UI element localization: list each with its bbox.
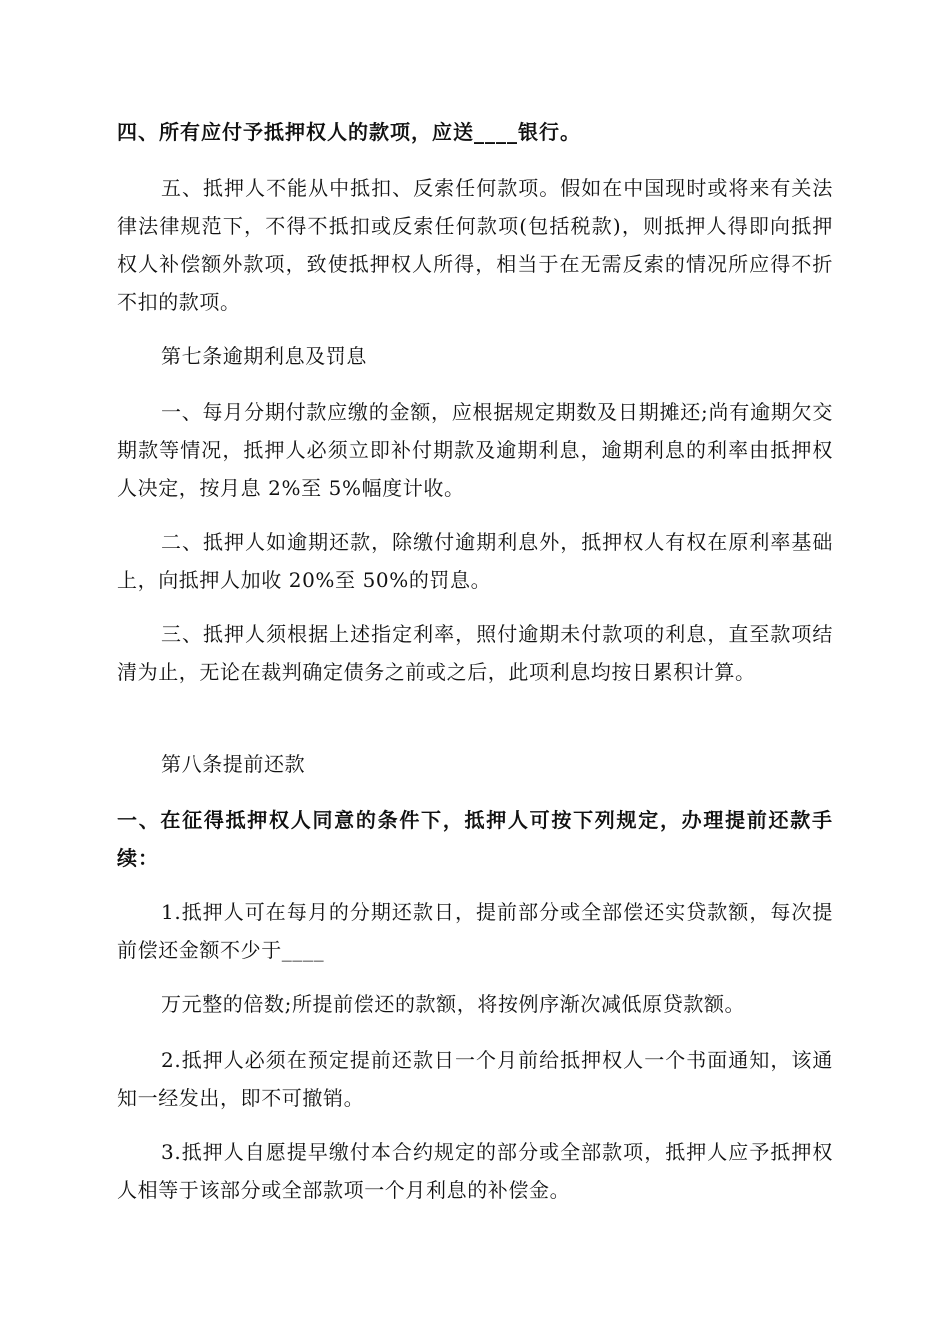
article-8-item-1: 1.抵押人可在每月的分期还款日，提前部分或全部偿还实贷款额，每次提前偿还金额不少于____	[117, 900, 833, 962]
article-7-heading: 第七条逾期利息及罚息	[161, 344, 367, 368]
clause-5-no-deduction: 五、抵押人不能从中抵扣、反索任何款项。假如在中国现时或将来有关法律法律规范下，不得不抵扣或反索任何款项(包括税款)，则抵押人得即向抵押权人补偿额外款项，致使抵押权人所得，相当于在无需反索的情况所应得不折不扣的款项。	[117, 176, 833, 314]
article-8-clause-1: 一、在征得抵押权人同意的条件下，抵押人可按下列规定，办理提前还款手续：	[117, 808, 833, 870]
article-8-item-1-continued: 万元整的倍数;所提前偿还的款额，将按例序渐次减低原贷款额。	[161, 992, 746, 1016]
clause-4-payment-bank: 四、所有应付予抵押权人的款项，应送____银行。	[117, 120, 581, 144]
article-8-item-2: 2.抵押人必须在预定提前还款日一个月前给抵押权人一个书面通知，该通知一经发出，即不可撤销。	[117, 1048, 833, 1110]
article-8-item-3: 3.抵押人自愿提早缴付本合约规定的部分或全部款项，抵押人应予抵押权人相等于该部分或全部款项一个月利息的补偿金。	[117, 1140, 833, 1202]
article-7-clause-3: 三、抵押人须根据上述指定利率，照付逾期未付款项的利息，直至款项结清为止，无论在裁判确定债务之前或之后，此项利息均按日累积计算。	[117, 622, 833, 684]
article-7-clause-2: 二、抵押人如逾期还款，除缴付逾期利息外，抵押权人有权在原利率基础上，向抵押人加收 20%至 50%的罚息。	[117, 530, 833, 592]
article-7-clause-1: 一、每月分期付款应缴的金额，应根据规定期数及日期摊还;尚有逾期欠交期款等情况，抵押人必须立即补付期款及逾期利息，逾期利息的利率由抵押权人决定，按月息 2%至 5%幅度计收。	[117, 400, 833, 500]
article-8-heading: 第八条提前还款	[161, 752, 306, 776]
